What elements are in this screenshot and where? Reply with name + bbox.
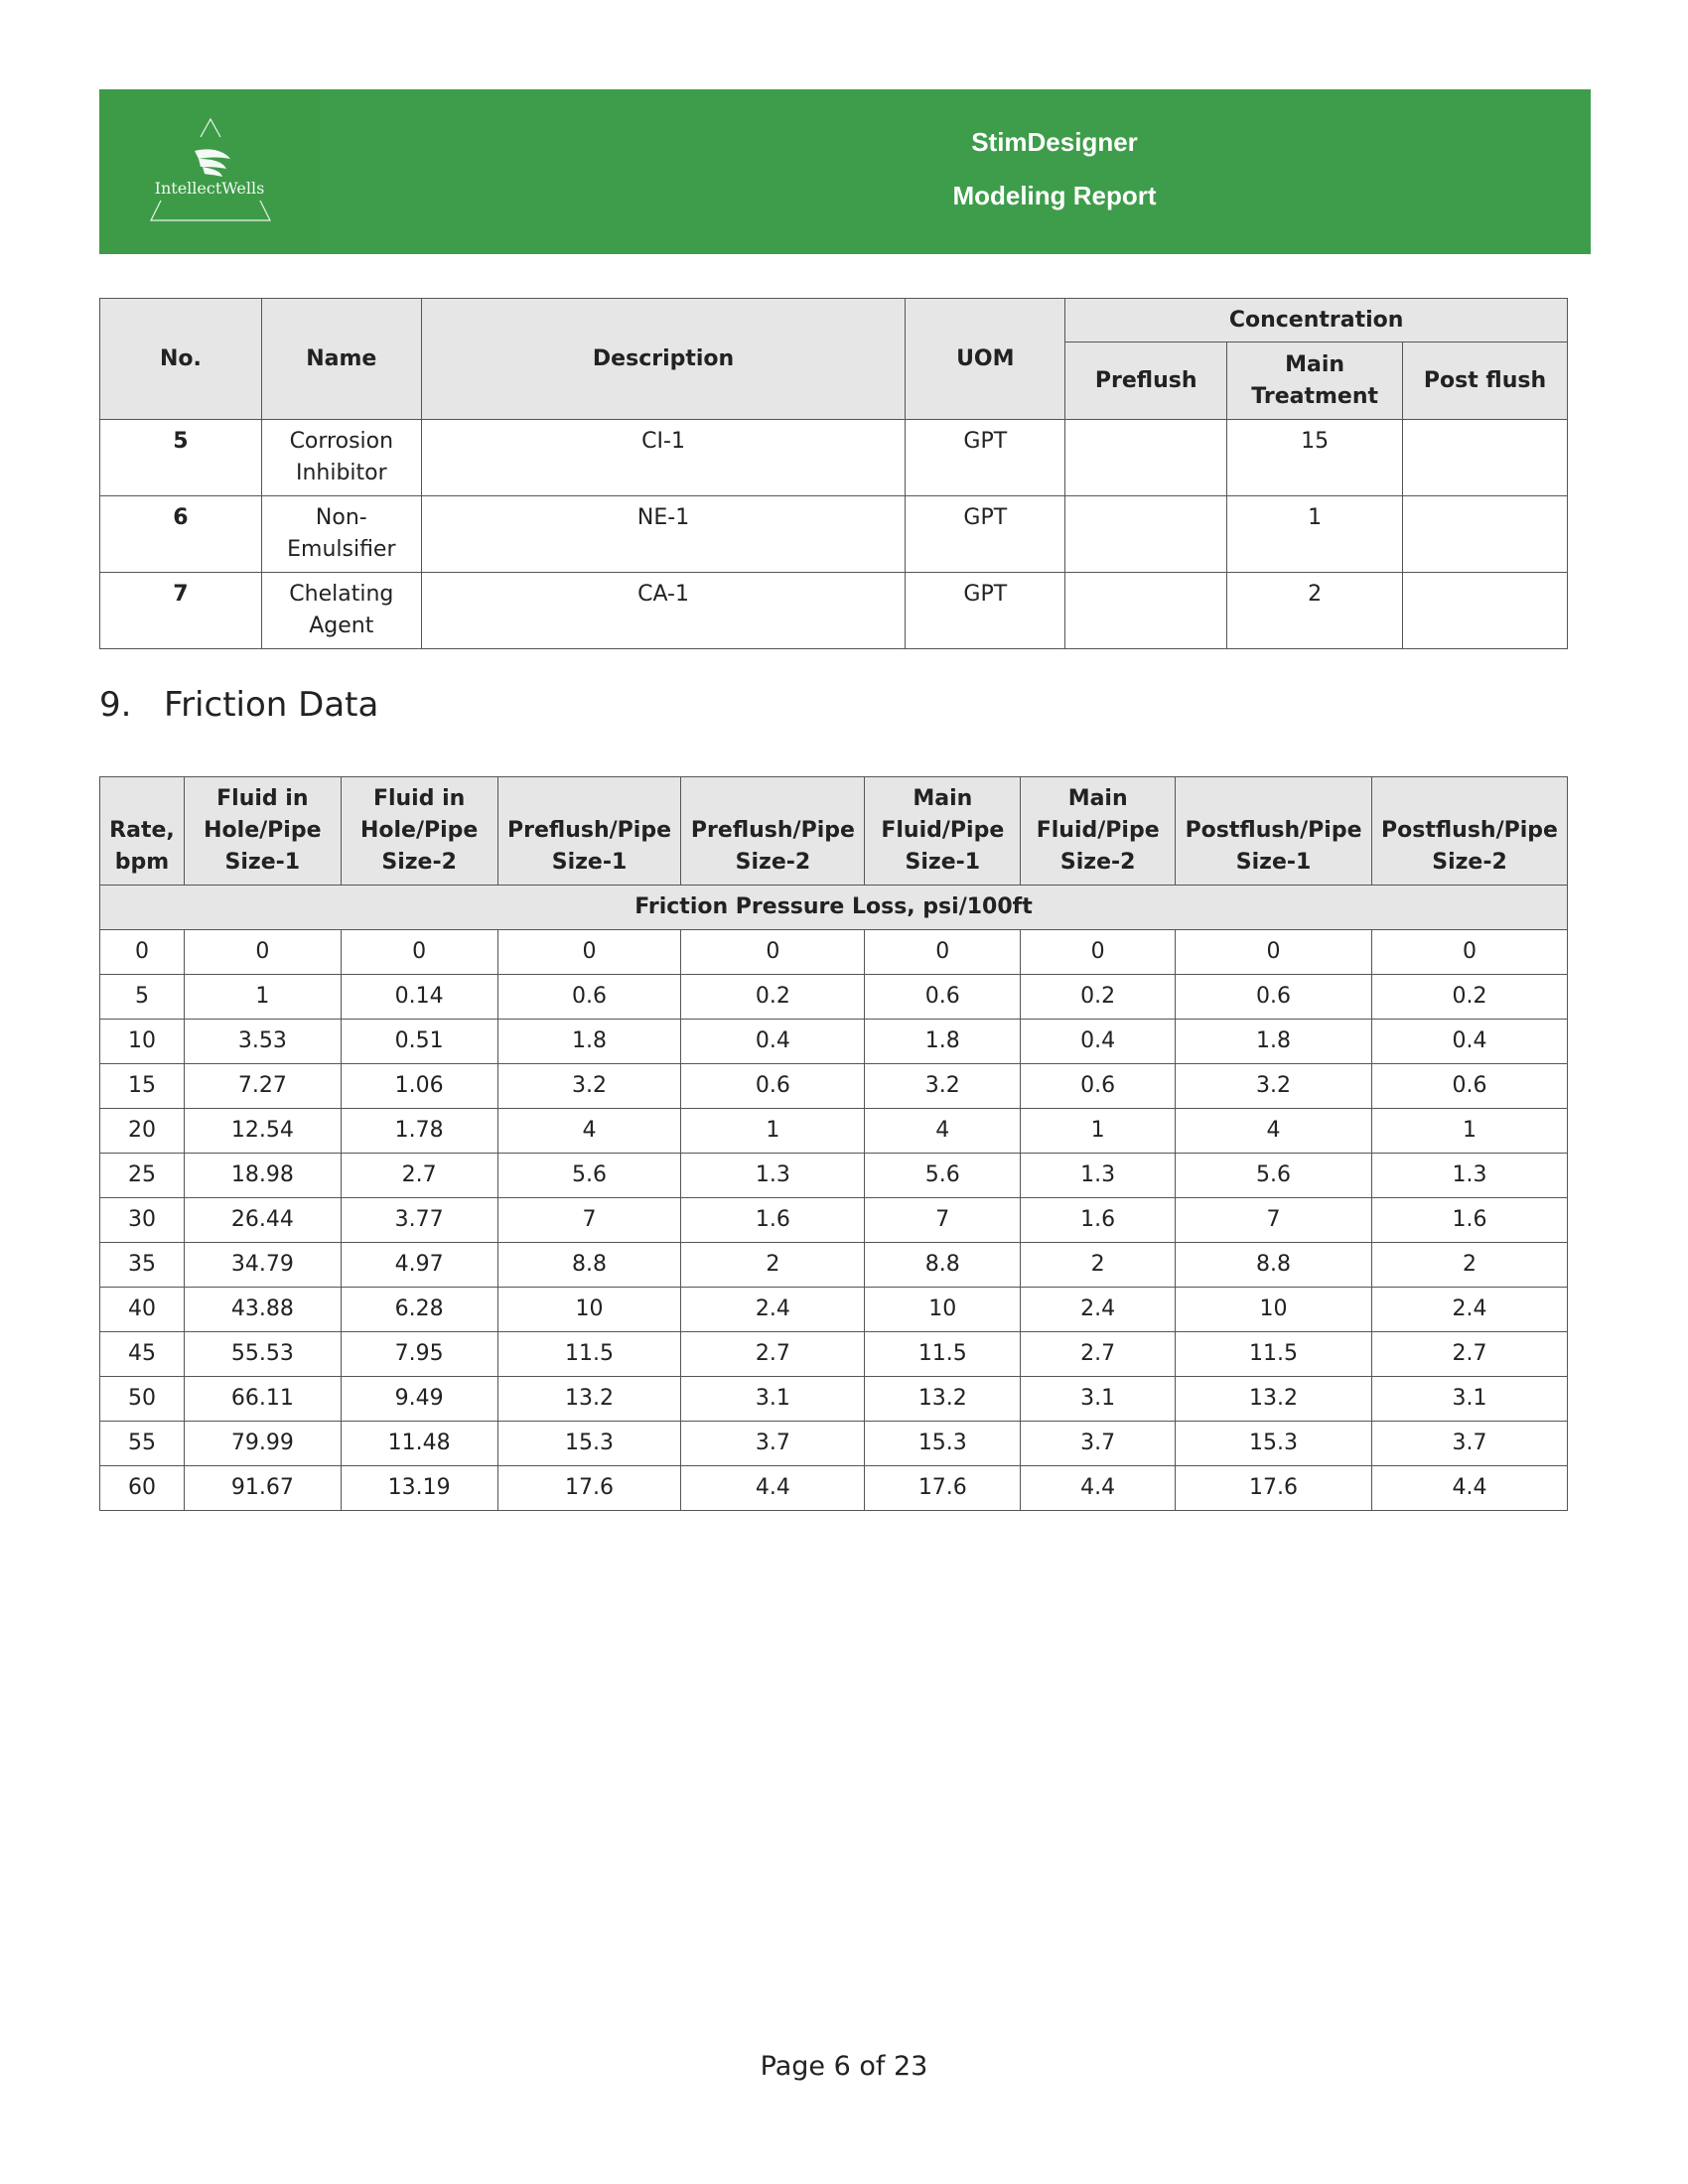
table-cell: 91.67 bbox=[184, 1466, 341, 1511]
table-cell: 43.88 bbox=[184, 1288, 341, 1332]
table-row bbox=[100, 1198, 1568, 1243]
table-cell: 55.53 bbox=[184, 1332, 341, 1377]
table-row bbox=[100, 1109, 1568, 1154]
cell-name: Chelating Agent bbox=[261, 573, 421, 649]
table-cell: 2.7 bbox=[1372, 1332, 1568, 1377]
cell-main-treatment: 15 bbox=[1227, 420, 1403, 496]
table-cell: 17.6 bbox=[865, 1466, 1021, 1511]
friction-header-row bbox=[100, 777, 1568, 886]
table-row bbox=[100, 496, 1568, 573]
friction-header-col-0: Rate, bpm bbox=[100, 777, 185, 886]
table-cell: 40 bbox=[100, 1288, 185, 1332]
cell-no: 7 bbox=[100, 573, 262, 649]
header-post-flush: Post flush bbox=[1403, 342, 1568, 420]
header-description: Description bbox=[421, 299, 906, 420]
table-cell: 1.6 bbox=[681, 1198, 865, 1243]
table-cell: 3.1 bbox=[1372, 1377, 1568, 1422]
table-cell: 4 bbox=[497, 1109, 681, 1154]
cell-uom: GPT bbox=[906, 496, 1065, 573]
table-cell: 0 bbox=[865, 930, 1021, 975]
table-cell: 1.78 bbox=[341, 1109, 497, 1154]
table-cell: 0.2 bbox=[1021, 975, 1176, 1020]
table-cell: 0 bbox=[1021, 930, 1176, 975]
table-cell: 3.7 bbox=[681, 1422, 865, 1466]
cell-main-treatment: 2 bbox=[1227, 573, 1403, 649]
table-cell: 4.4 bbox=[1372, 1466, 1568, 1511]
table-cell: 0 bbox=[1176, 930, 1372, 975]
table-cell: 7 bbox=[497, 1198, 681, 1243]
table-cell: 0.4 bbox=[1372, 1020, 1568, 1064]
table-cell: 5.6 bbox=[497, 1154, 681, 1198]
table-row bbox=[100, 1064, 1568, 1109]
cell-preflush bbox=[1065, 420, 1227, 496]
cell-post-flush bbox=[1403, 573, 1568, 649]
table-cell: 55 bbox=[100, 1422, 185, 1466]
header-uom: UOM bbox=[906, 299, 1065, 420]
table-cell: 11.48 bbox=[341, 1422, 497, 1466]
table-cell: 50 bbox=[100, 1377, 185, 1422]
table-cell: 1.8 bbox=[1176, 1020, 1372, 1064]
table-cell: 17.6 bbox=[497, 1466, 681, 1511]
cell-no: 6 bbox=[100, 496, 262, 573]
table-row bbox=[100, 930, 1568, 975]
table-row bbox=[100, 1154, 1568, 1198]
table-cell: 4.4 bbox=[681, 1466, 865, 1511]
table-cell: 2.4 bbox=[1021, 1288, 1176, 1332]
friction-header-col-1: Fluid in Hole/Pipe Size-1 bbox=[184, 777, 341, 886]
cell-description: CA-1 bbox=[421, 573, 906, 649]
table-cell: 11.5 bbox=[1176, 1332, 1372, 1377]
table-cell: 15.3 bbox=[1176, 1422, 1372, 1466]
table-row bbox=[100, 420, 1568, 496]
table-cell: 5.6 bbox=[865, 1154, 1021, 1198]
table-cell: 1.6 bbox=[1021, 1198, 1176, 1243]
header-no: No. bbox=[100, 299, 262, 420]
table-cell: 2 bbox=[1372, 1243, 1568, 1288]
section-heading bbox=[99, 685, 378, 725]
table-cell: 1 bbox=[1372, 1109, 1568, 1154]
cell-name: Non-Emulsifier bbox=[261, 496, 421, 573]
additives-table bbox=[99, 298, 1568, 649]
table-cell: 1.3 bbox=[681, 1154, 865, 1198]
table-cell: 0 bbox=[341, 930, 497, 975]
cell-uom: GPT bbox=[906, 573, 1065, 649]
table-cell: 0.14 bbox=[341, 975, 497, 1020]
table-cell: 4 bbox=[865, 1109, 1021, 1154]
table-cell: 9.49 bbox=[341, 1377, 497, 1422]
table-cell: 4.97 bbox=[341, 1243, 497, 1288]
table-cell: 10 bbox=[497, 1288, 681, 1332]
cell-post-flush bbox=[1403, 496, 1568, 573]
table-cell: 66.11 bbox=[184, 1377, 341, 1422]
table-cell: 2 bbox=[681, 1243, 865, 1288]
table-cell: 2.7 bbox=[681, 1332, 865, 1377]
table-cell: 15 bbox=[100, 1064, 185, 1109]
table-cell: 0.6 bbox=[681, 1064, 865, 1109]
table-cell: 0.2 bbox=[681, 975, 865, 1020]
logo-wordmark: IntellectWells bbox=[154, 179, 265, 198]
table-cell: 3.7 bbox=[1021, 1422, 1176, 1466]
table-cell: 3.2 bbox=[865, 1064, 1021, 1109]
table-cell: 1.6 bbox=[1372, 1198, 1568, 1243]
table-cell: 0.6 bbox=[1021, 1064, 1176, 1109]
table-cell: 0 bbox=[1372, 930, 1568, 975]
table-cell: 1.8 bbox=[865, 1020, 1021, 1064]
table-cell: 1.06 bbox=[341, 1064, 497, 1109]
table-cell: 3.2 bbox=[497, 1064, 681, 1109]
table-cell: 1.3 bbox=[1372, 1154, 1568, 1198]
friction-header-col-6: Main Fluid/Pipe Size-2 bbox=[1021, 777, 1176, 886]
table-cell: 0.6 bbox=[1176, 975, 1372, 1020]
wing-triangle-logo-icon bbox=[99, 89, 320, 254]
table-cell: 25 bbox=[100, 1154, 185, 1198]
table-cell: 79.99 bbox=[184, 1422, 341, 1466]
cell-post-flush bbox=[1403, 420, 1568, 496]
table-cell: 1 bbox=[184, 975, 341, 1020]
cell-description: NE-1 bbox=[421, 496, 906, 573]
table-cell: 1 bbox=[1021, 1109, 1176, 1154]
header-preflush: Preflush bbox=[1065, 342, 1227, 420]
table-cell: 1 bbox=[681, 1109, 865, 1154]
company-logo bbox=[99, 89, 320, 254]
table-cell: 15.3 bbox=[865, 1422, 1021, 1466]
table-cell: 7.95 bbox=[341, 1332, 497, 1377]
table-cell: 8.8 bbox=[1176, 1243, 1372, 1288]
table-cell: 0.4 bbox=[681, 1020, 865, 1064]
table-cell: 6.28 bbox=[341, 1288, 497, 1332]
table-cell: 20 bbox=[100, 1109, 185, 1154]
table-cell: 10 bbox=[865, 1288, 1021, 1332]
table-cell: 0.51 bbox=[341, 1020, 497, 1064]
friction-header-col-7: Postflush/Pipe Size-1 bbox=[1176, 777, 1372, 886]
header-concentration: Concentration bbox=[1065, 299, 1568, 342]
table-cell: 0 bbox=[497, 930, 681, 975]
table-cell: 12.54 bbox=[184, 1109, 341, 1154]
table-row bbox=[100, 1377, 1568, 1422]
table-cell: 7 bbox=[1176, 1198, 1372, 1243]
cell-main-treatment: 1 bbox=[1227, 496, 1403, 573]
app-name: StimDesigner bbox=[971, 127, 1138, 157]
table-row bbox=[100, 1288, 1568, 1332]
table-row bbox=[100, 975, 1568, 1020]
table-row bbox=[100, 1243, 1568, 1288]
table-row bbox=[100, 1466, 1568, 1511]
table-cell: 2.4 bbox=[681, 1288, 865, 1332]
cell-description: CI-1 bbox=[421, 420, 906, 496]
table-cell: 0 bbox=[184, 930, 341, 975]
table-cell: 0.6 bbox=[497, 975, 681, 1020]
cell-uom: GPT bbox=[906, 420, 1065, 496]
table-cell: 4.4 bbox=[1021, 1466, 1176, 1511]
table-cell: 11.5 bbox=[497, 1332, 681, 1377]
table-row bbox=[100, 1332, 1568, 1377]
table-cell: 13.2 bbox=[865, 1377, 1021, 1422]
friction-header-col-2: Fluid in Hole/Pipe Size-2 bbox=[341, 777, 497, 886]
friction-table-body bbox=[100, 930, 1568, 1511]
friction-header-col-3: Preflush/Pipe Size-1 bbox=[497, 777, 681, 886]
table-cell: 10 bbox=[1176, 1288, 1372, 1332]
table-cell: 0 bbox=[681, 930, 865, 975]
friction-data-table bbox=[99, 776, 1568, 1511]
table-cell: 0.6 bbox=[865, 975, 1021, 1020]
friction-header-col-5: Main Fluid/Pipe Size-1 bbox=[865, 777, 1021, 886]
friction-header-col-8: Postflush/Pipe Size-2 bbox=[1372, 777, 1568, 886]
table-cell: 5 bbox=[100, 975, 185, 1020]
friction-header-col-4: Preflush/Pipe Size-2 bbox=[681, 777, 865, 886]
table-cell: 0.6 bbox=[1372, 1064, 1568, 1109]
table-cell: 13.2 bbox=[497, 1377, 681, 1422]
table-cell: 3.1 bbox=[1021, 1377, 1176, 1422]
section-number: 9. bbox=[99, 685, 132, 725]
table-cell: 2.7 bbox=[341, 1154, 497, 1198]
table-cell: 2.4 bbox=[1372, 1288, 1568, 1332]
table-cell: 26.44 bbox=[184, 1198, 341, 1243]
table-cell: 2 bbox=[1021, 1243, 1176, 1288]
table-row bbox=[100, 1020, 1568, 1064]
table-cell: 45 bbox=[100, 1332, 185, 1377]
table-cell: 3.53 bbox=[184, 1020, 341, 1064]
header-main-treatment: Main Treatment bbox=[1227, 342, 1403, 420]
cell-preflush bbox=[1065, 573, 1227, 649]
section-title-text: Friction Data bbox=[164, 685, 379, 725]
page-number: Page 6 of 23 bbox=[760, 2051, 928, 2082]
report-header-banner bbox=[99, 89, 1591, 254]
table-cell: 15.3 bbox=[497, 1422, 681, 1466]
table-cell: 18.98 bbox=[184, 1154, 341, 1198]
table-cell: 3.77 bbox=[341, 1198, 497, 1243]
table-cell: 13.19 bbox=[341, 1466, 497, 1511]
table-cell: 7.27 bbox=[184, 1064, 341, 1109]
table-cell: 17.6 bbox=[1176, 1466, 1372, 1511]
table-cell: 35 bbox=[100, 1243, 185, 1288]
table-cell: 30 bbox=[100, 1198, 185, 1243]
report-title: Modeling Report bbox=[952, 181, 1157, 210]
header-name: Name bbox=[261, 299, 421, 420]
table-cell: 11.5 bbox=[865, 1332, 1021, 1377]
cell-preflush bbox=[1065, 496, 1227, 573]
table-row bbox=[100, 1422, 1568, 1466]
table-cell: 7 bbox=[865, 1198, 1021, 1243]
table-cell: 0.2 bbox=[1372, 975, 1568, 1020]
table-cell: 4 bbox=[1176, 1109, 1372, 1154]
table-cell: 1.3 bbox=[1021, 1154, 1176, 1198]
table-cell: 5.6 bbox=[1176, 1154, 1372, 1198]
cell-name: Corrosion Inhibitor bbox=[261, 420, 421, 496]
table-row bbox=[100, 573, 1568, 649]
friction-subheader: Friction Pressure Loss, psi/100ft bbox=[100, 886, 1568, 930]
table-cell: 3.1 bbox=[681, 1377, 865, 1422]
table-cell: 2.7 bbox=[1021, 1332, 1176, 1377]
table-cell: 10 bbox=[100, 1020, 185, 1064]
table-cell: 1.8 bbox=[497, 1020, 681, 1064]
table-cell: 60 bbox=[100, 1466, 185, 1511]
table-cell: 3.7 bbox=[1372, 1422, 1568, 1466]
table-cell: 8.8 bbox=[865, 1243, 1021, 1288]
table-cell: 0.4 bbox=[1021, 1020, 1176, 1064]
table-cell: 8.8 bbox=[497, 1243, 681, 1288]
cell-no: 5 bbox=[100, 420, 262, 496]
table-cell: 3.2 bbox=[1176, 1064, 1372, 1109]
table-cell: 0 bbox=[100, 930, 185, 975]
table-cell: 13.2 bbox=[1176, 1377, 1372, 1422]
table-cell: 34.79 bbox=[184, 1243, 341, 1288]
